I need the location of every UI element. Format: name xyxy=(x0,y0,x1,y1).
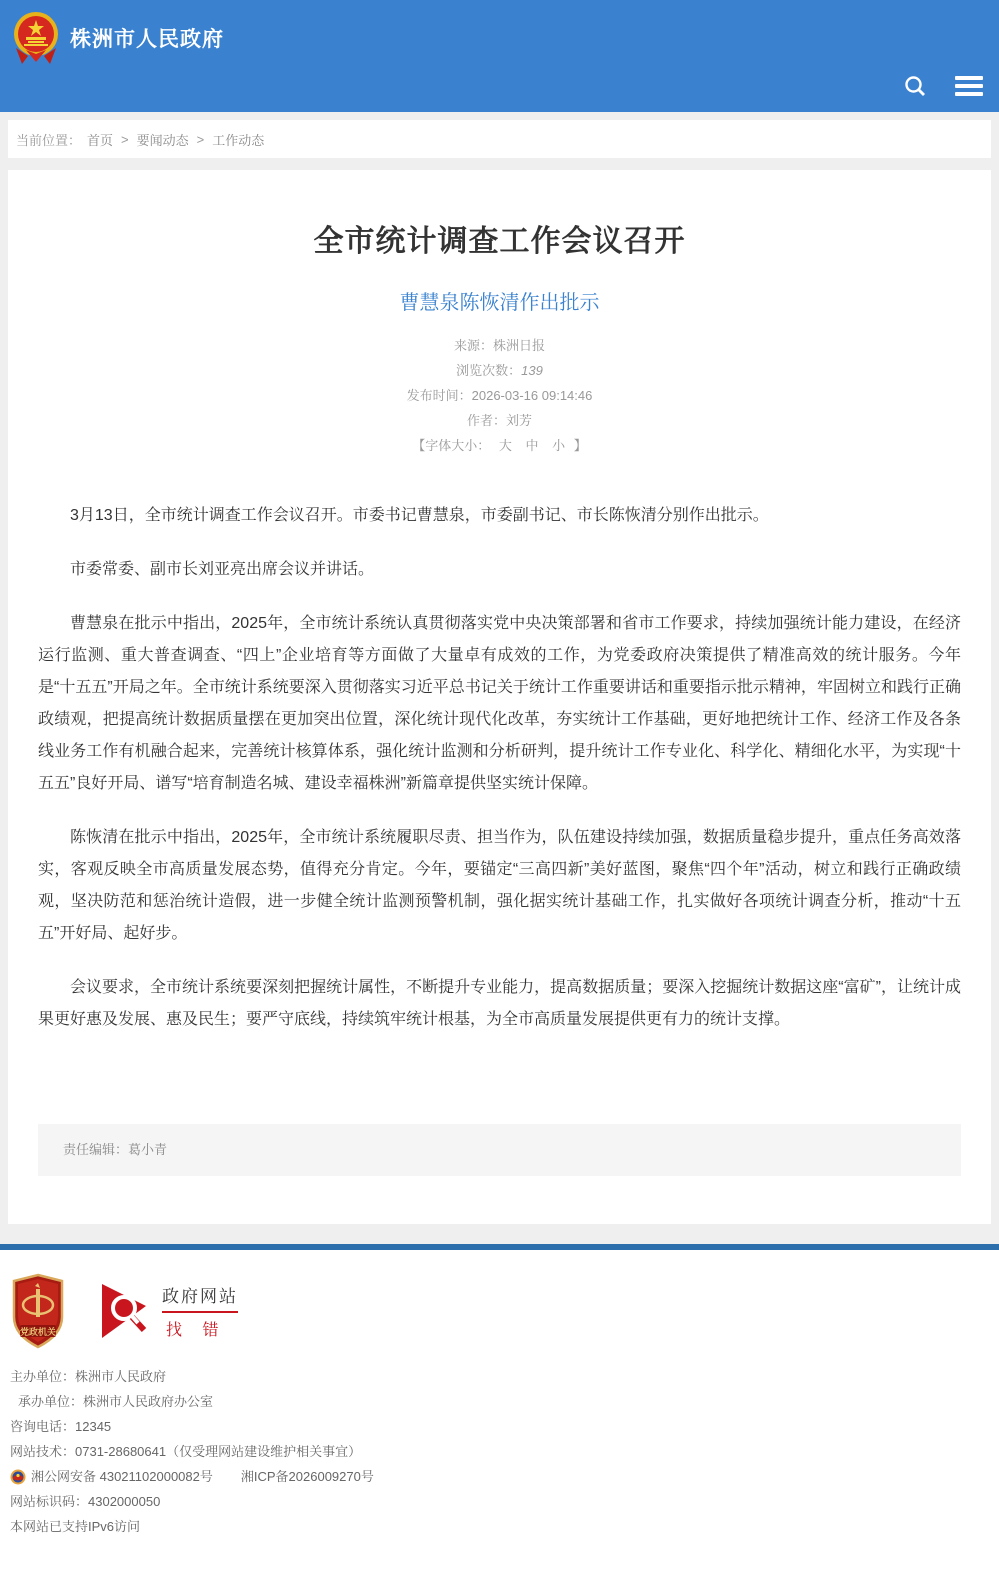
article-subtitle[interactable]: 曹慧泉陈恢清作出批示 xyxy=(399,292,600,314)
article-title: 全市统计调查工作会议召开 xyxy=(313,225,686,258)
hamburger-menu-icon[interactable] xyxy=(955,76,983,96)
breadcrumb-separator: > xyxy=(121,131,129,147)
zhaocuo-badge-subtitle: 找 错 xyxy=(166,1322,227,1339)
site-footer xyxy=(0,1250,999,1573)
footer-ipv6-notice: 本网站已支持IPv6访问 xyxy=(10,1519,141,1534)
gongan-filing-link[interactable]: 湘公网安备 43021102000082号 xyxy=(31,1469,213,1484)
site-header xyxy=(0,0,999,112)
breadcrumb-separator: > xyxy=(196,131,205,147)
article-paragraph: 3月13日，全市统计调查工作会议召开。市委书记曹慧泉，市委副书记、市长陈恢清分别作出批示。 xyxy=(70,507,769,524)
dangzheng-shield-badge[interactable] xyxy=(10,1273,66,1349)
breadcrumb-label: 当前位置： xyxy=(16,132,82,148)
editor-name: 葛小青 xyxy=(128,1142,168,1157)
gongan-badge-icon xyxy=(10,1469,26,1485)
article-paragraph: 市委常委、副市长刘亚亮出席会议并讲话。 xyxy=(70,561,375,578)
footer-tech-support: 网站技术： 0731-28680641（仅受理网站建设维护相关事宜） xyxy=(10,1444,362,1459)
footer-organizer-unit: 承办单位： 株洲市人民政府办公室 xyxy=(18,1394,214,1409)
article-meta xyxy=(30,333,969,458)
breadcrumb xyxy=(8,120,991,158)
breadcrumb-item-work-news[interactable]: 工作动态 xyxy=(212,132,265,148)
meta-source: 来源：株洲日报 xyxy=(453,338,546,353)
font-size-controls: 【字体大小： 大 中 小 】 xyxy=(412,438,587,453)
site-title: 株洲市人民政府 xyxy=(70,28,224,51)
site-brand[interactable] xyxy=(0,0,999,66)
zhaocuo-error-report-badge[interactable] xyxy=(100,1282,238,1340)
article-body xyxy=(30,500,969,1036)
meta-author: 作者：刘芳 xyxy=(466,413,533,428)
font-size-medium-button[interactable]: 中 xyxy=(525,438,539,453)
svg-text:党政机关: 党政机关 xyxy=(19,1327,57,1337)
article-paragraph: 曹慧泉在批示中指出，2025年，全市统计系统认真贯彻落实党中央决策部署和省市工作要求，持续加强统计能力建设，在经济运行监测、重大普查调查、“四上”企业培育等方面做了大量卓有成效的工作，为党委政府决策提供了精准高效的统计服务。今年是“十五五”开局之年。全市统计系统要深入贯彻落实习近平总书记关于统计工作重要讲话和重要指示批示精神，牢固树立和践行正确政绩观，把提高统计数据质量摆在更加突出位置，深化统计现代化改革，夯实统计工作基础，更好地把统计工作、经济工作及各条线业务工作有机融合起来，完善统计核算体系，强化统计监测和分析研判，提升统计工作专业化、科学化、精细化水平，为实现“十五五”良好开局、谱写“培育制造名城、建设幸福株洲”新篇章提供坚实统计保障。 xyxy=(38,615,961,792)
editor-box xyxy=(38,1124,961,1176)
meta-publish-time: 发布时间：2026-03-16 09:14:46 xyxy=(406,388,593,403)
search-icon[interactable] xyxy=(903,74,927,98)
article-paragraph: 会议要求，全市统计系统要深刻把握统计属性，不断提升专业能力，提高数据质量；要深入挖掘统计数据这座“富矿”，让统计成果更好惠及发展、惠及民生；要严守底线，持续筑牢统计根基，为全市高质量发展提供更有力的统计支撑。 xyxy=(38,979,961,1028)
font-size-large-button[interactable]: 大 xyxy=(498,438,512,453)
footer-hotline: 咨询电话： 12345 xyxy=(10,1419,112,1434)
article-card xyxy=(8,170,991,1224)
footer-site-code: 网站标识码： 4302000050 xyxy=(10,1494,161,1509)
breadcrumb-item-news[interactable]: 要闻动态 xyxy=(136,132,189,148)
zhaocuo-magnifier-icon xyxy=(100,1282,156,1340)
font-size-small-button[interactable]: 小 xyxy=(552,438,566,453)
zhaocuo-badge-title: 政府网站 xyxy=(162,1282,238,1313)
article-paragraph: 陈恢清在批示中指出，2025年，全市统计系统履职尽责、担当作为，队伍建设持续加强，数据质量稳步提升，重点任务高效落实，客观反映全市高质量发展态势，值得充分肯定。今年，要锚定“三高四新”美好蓝图，聚焦“四个年”活动，树立和践行正确政绩观，坚决防范和惩治统计造假，进一步健全统计监测预警机制，强化据实统计基础工作，扎实做好各项统计调查分析，推动“十五五”开好局、起好步。 xyxy=(38,829,961,942)
breadcrumb-item-home[interactable]: 首页 xyxy=(87,132,114,148)
icp-filing-link[interactable]: 湘ICP备2026009270号 xyxy=(240,1469,374,1484)
meta-views: 浏览次数：139 xyxy=(456,363,543,378)
editor-label: 责任编辑： xyxy=(63,1142,129,1157)
footer-host-unit: 主办单位： 株洲市人民政府 xyxy=(10,1369,167,1384)
national-emblem-logo xyxy=(12,10,60,66)
footer-security-filings xyxy=(10,1464,999,1489)
views-count: 139 xyxy=(521,363,543,378)
